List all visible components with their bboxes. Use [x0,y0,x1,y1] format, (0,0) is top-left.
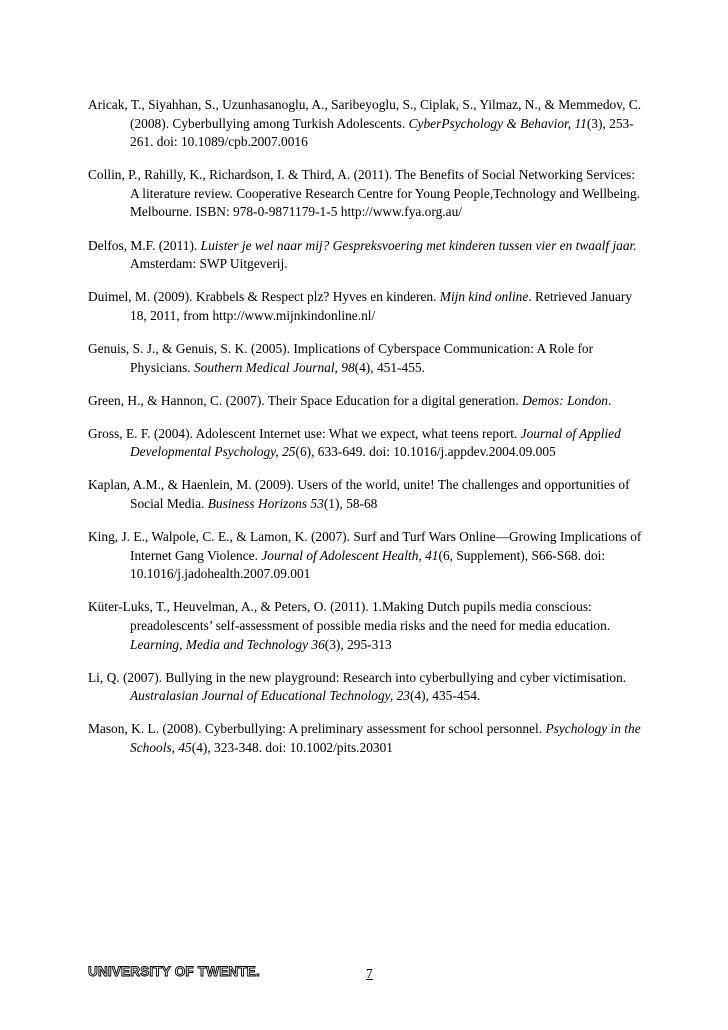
reference-part: (3), 295-313 [324,636,392,652]
reference-part: Delfos, M.F. (2011). [88,237,201,253]
reference-entry [88,288,644,325]
reference-part: (6), 633-649. doi: 10.1016/j.appdev.2004.09.005 [295,444,556,460]
reference-part: (3), 253-261. doi: 10.1089/cpb.2007.0016 [130,115,634,150]
reference-part: Mason, K. L. (2008). Cyberbullying: A preliminary assessment for school personnel. [88,721,546,737]
reference-part: (4), 323-348. doi: 10.1002/pits.20301 [191,739,393,755]
reference-entry [88,425,644,462]
reference-part: (6, Supplement), S66-S68. doi: 10.1016/j.jadohealth.2007.09.001 [130,547,606,582]
reference-part: CyberPsychology & Behavior, 11 [408,115,587,131]
reference-part: Duimel, M. (2009). Krabbels & Respect plz? Hyves en kinderen. [88,289,440,305]
university-logo: UNIVERSITY OF TWENTE. [88,964,260,979]
reference-part: Demos: London [522,392,608,408]
reference-entry [88,598,644,654]
reference-entry [88,669,644,706]
reference-list [88,96,644,772]
reference-entry [88,340,644,377]
reference-entry [88,237,644,274]
reference-part: Psychology in the Schools, 45 [130,721,641,755]
reference-part: (4), 451-455. [354,359,425,375]
reference-entry [88,166,644,222]
reference-entry [88,392,644,411]
reference-part: King, J. E., Walpole, C. E., & Lamon, K. (2007). Surf and Turf Wars Online—Growing Implications of Internet Gang Violence. [88,529,642,563]
reference-part: Aricak, T., Siyahhan, S., Uzunhasanoglu, A., Saribeyoglu, S., Ciplak, S., Yilmaz, N., & Memmedov, C. (2008). Cyberbullying among Turkish Adolescents. [88,97,642,131]
reference-part: Luister je wel naar mij? Gespreksvoering met kinderen tussen vier en twaalf jaar. [200,237,637,253]
reference-part: (4), 435-454. [409,688,481,704]
reference-entry [88,96,644,152]
reference-part: . Retrieved January 18, 2011, from http://www.mijnkindonline.nl/ [130,289,633,323]
reference-part: Amsterdam: SWP Uitgeverij. [130,256,288,272]
reference-entry [88,476,644,513]
page-number: 7 [366,966,373,981]
reference-part: Gross, E. F. (2004). Adolescent Internet use: What we expect, what teens report. [88,425,521,441]
reference-part: Southern Medical Journal, 98 [193,359,355,375]
reference-entry [88,528,644,584]
reference-part: Mijn kind online [439,289,529,305]
reference-part: Kaplan, A.M., & Haenlein, M. (2009). Users of the world, unite! The challenges and opportunities of Social Media. [88,477,630,511]
reference-part: (1), 58-68 [323,496,378,511]
reference-entry [88,720,644,757]
reference-part: . [608,392,612,408]
reference-part: Green, H., & Hannon, C. (2007). Their Space Education for a digital generation. [88,392,523,408]
reference-part: Li, Q. (2007). Bullying in the new playground: Research into cyberbullying and cyber victimisation. [88,669,627,685]
reference-part: Australasian Journal of Educational Technology, 23 [130,688,410,704]
reference-part: Journal of Adolescent Health, 41 [261,547,439,563]
reference-part: Collin, P., Rahilly, K., Richardson, I. & Third, A. (2011). The Benefits of Social Networking Services: A literature review. Cooperative Research Centre for Young People,Technology and Wellbeing. Melbourne. ISBN: 978-0-9871179-1-5 http://www.fya.org.au/ [88,167,641,220]
reference-part: Küter-Luks, T., Heuvelman, A., & Peters, O. (2011). 1.Making Dutch pupils media conscious: preadolescents’ self-assessment of possible media risks and the need for media education. [88,599,611,633]
reference-part: Learning, Media and Technology 36 [130,636,325,652]
reference-part: Journal of Applied Developmental Psychology, 25 [130,425,621,460]
reference-part: Genuis, S. J., & Genuis, S. K. (2005). Implications of Cyberspace Communication: A Role for Physicians. [88,340,594,375]
reference-part: Business Horizons 53 [207,496,324,511]
